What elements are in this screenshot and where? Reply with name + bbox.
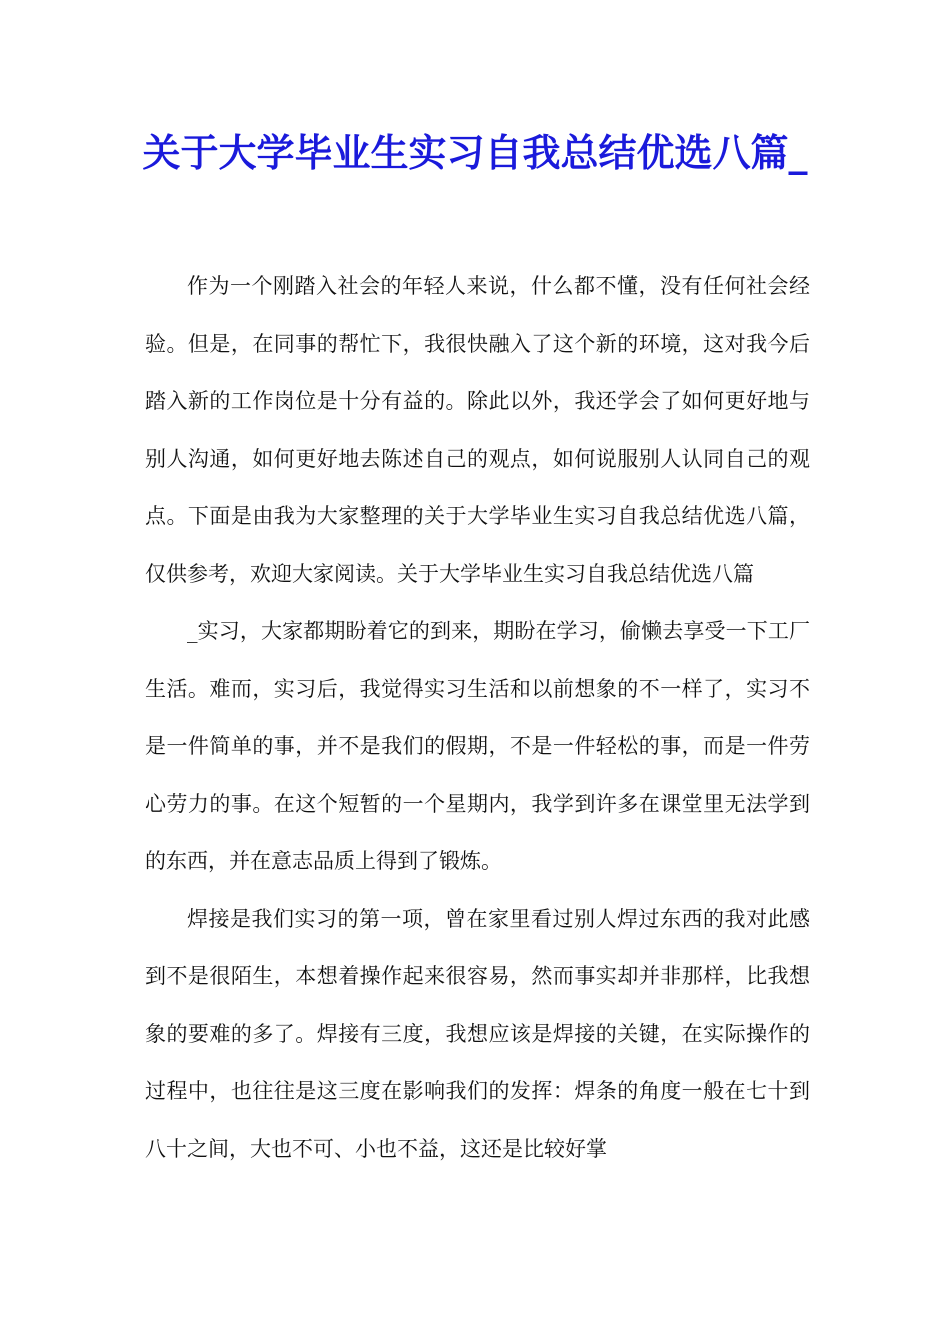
paragraph-internship: _实习，大家都期盼着它的到来，期盼在学习，偷懒去享受一下工厂生活。难而，实习后，我觉得实习生活和以前想象的不一样了，实习不是一件简单的事，并不是我们的假期，不是一件轻松的事，而是一件劳心劳力的事。在这个短暂的一个星期内，我学到许多在课堂里无法学到的东西，并在意志品质上得到了锻炼。 bbox=[145, 619, 810, 873]
paragraph-intro: 作为一个刚踏入社会的年轻人来说，什么都不懂，没有任何社会经验。但是，在同事的帮忙下，我很快融入了这个新的环境，这对我今后踏入新的工作岗位是十分有益的。除此以外，我还学会了如何更好地与别人沟通，如何更好地去陈述自己的观点，如何说服别人认同自己的观点。下面是由我为大家整理的关于大学毕业生实习自我总结优选八篇，仅供参考，欢迎大家阅读。关于大学毕业生实习自我总结优选八篇 bbox=[145, 274, 810, 586]
document-title: 关于大学毕业生实习自我总结优选八篇_ bbox=[142, 130, 808, 175]
paragraph-welding: 焊接是我们实习的第一项，曾在家里看过别人焊过东西的我对此感到不是很陌生，本想着操作起来很容易，然而事实却并非那样，比我想象的要难的多了。焊接有三度，我想应该是焊接的关键，在实际操作的过程中，也往往是这三度在影响我们的发挥：焊条的角度一般在七十到八十之间，大也不可、小也不益，这还是比较好掌 bbox=[145, 906, 810, 1161]
document-body bbox=[145, 258, 810, 1178]
